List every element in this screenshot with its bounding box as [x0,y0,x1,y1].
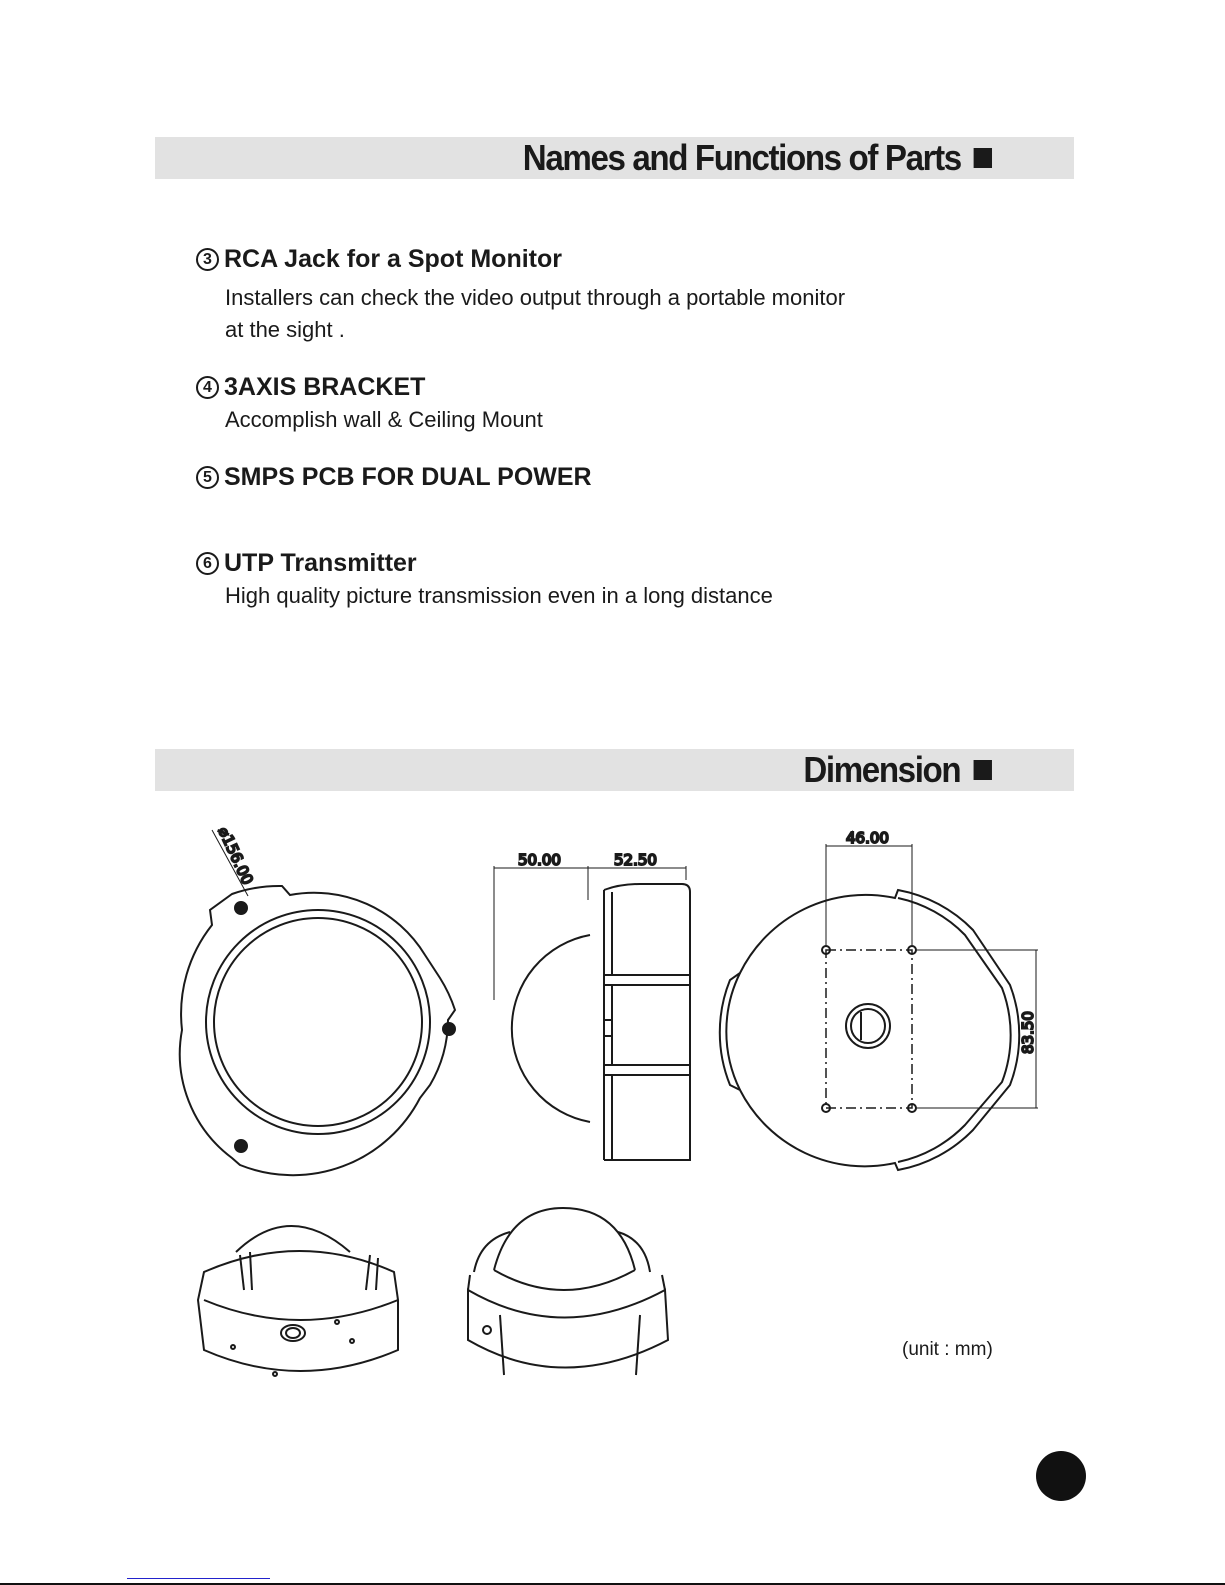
part-title: SMPS PCB FOR DUAL POWER [224,463,592,491]
side-base-label: 52.50 [614,851,657,869]
top-perspective-drawing [468,1208,668,1375]
circled-number-icon: 3 [196,248,219,271]
diameter-label: ⌀156.00 [214,824,257,888]
page-marker-dot [1036,1451,1086,1501]
section-title-dimension: Dimension [804,749,992,791]
part-title: RCA Jack for a Spot Monitor [224,245,562,273]
part-description: Installers can check the video output through a portable monitor at the sight . [225,285,846,342]
hole-spacing-h-label: 46.00 [846,829,889,847]
unit-note: (unit : mm) [902,1339,993,1360]
circled-number-icon: 4 [196,376,219,399]
section-title-parts: Names and Functions of Parts [523,137,992,179]
hole-spacing-v-label: 83.50 [1019,1011,1037,1054]
front-view-drawing [180,830,455,1175]
part-title: 3AXIS BRACKET [224,373,426,401]
circled-number-icon: 5 [196,466,219,489]
circled-number-icon: 6 [196,552,219,575]
side-view-drawing [494,866,690,1160]
part-title: UTP Transmitter [224,549,417,577]
bottom-perspective-drawing [198,1226,398,1376]
part-description: Accomplish wall & Ceiling Mount [225,407,543,432]
side-depth-label: 50.00 [518,851,561,869]
part-description: High quality picture transmission even in a long distance [225,583,773,608]
footer-link-underline [127,1578,270,1579]
back-view-drawing [720,844,1038,1170]
